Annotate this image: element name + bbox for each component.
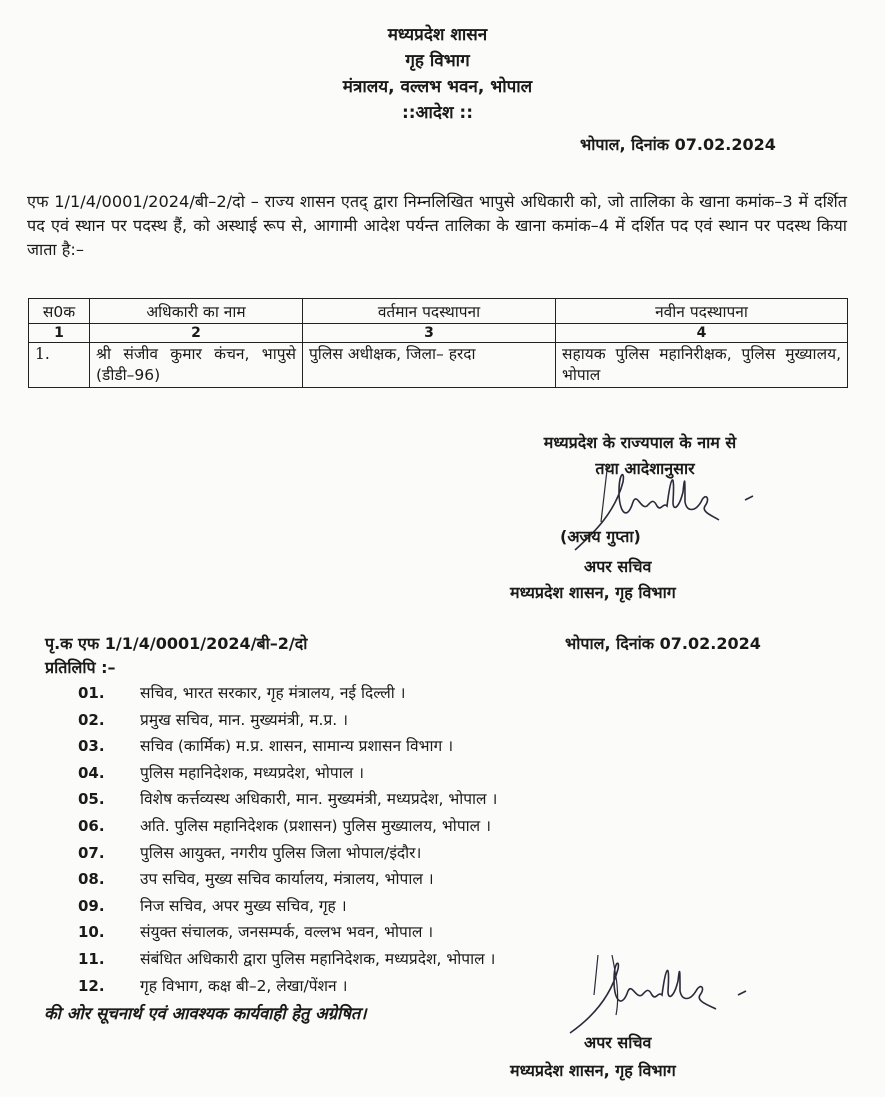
cell-new-posting: सहायक पुलिस महानिरीक्षक, पुलिस मुख्यालय, भोपाल xyxy=(556,343,848,388)
header-officer-name: अधिकारी का नाम xyxy=(90,299,303,324)
endorsement-date: भोपाल, दिनांक 07.02.2024 xyxy=(565,634,761,653)
order-body: एफ 1/1/4/0001/2024/बी–2/दो – राज्य शासन एतद् द्वारा निम्नलिखित भापुसे अधिकारी को, जो तालिका के खाना कमांक–3 में दर्शित पद एवं स्थान पर पदस्थ हैं, को अस्थाई रूप से, आगामी आदेश पर्यन्त तालिका के खाना कमांक–4 में दर्शित पद एवं स्थान पर पदस्थ किया जाता है:– xyxy=(27,192,848,259)
copy-recipient-list xyxy=(78,681,497,1000)
column-number: 2 xyxy=(90,324,303,343)
column-number: 4 xyxy=(556,324,848,343)
posting-table xyxy=(28,298,848,388)
list-item: 05. विशेष कर्त्तव्यस्थ अधिकारी, मान. मुख्यमंत्री, मध्यप्रदेश, भोपाल । xyxy=(78,790,498,809)
signatory-designation: अपर सचिव xyxy=(584,557,652,576)
order-title: ::आदेश :: xyxy=(401,103,474,123)
list-item: 08. उप सचिव, मुख्य सचिव कार्यालय, मंत्रालय, भोपाल । xyxy=(78,870,434,889)
authority-line-2: तथा आदेशानुसार xyxy=(595,459,695,478)
list-item: 09. निज सचिव, अपर मुख्य सचिव, गृह । xyxy=(78,896,347,915)
list-item: 04. पुलिस महानिदेशक, मध्यप्रदेश, भोपाल । xyxy=(78,763,364,782)
column-number: 1 xyxy=(29,324,90,343)
list-item: 10. संयुक्त संचालक, जनसम्पर्क, वल्लभ भवन, भोपाल । xyxy=(78,923,434,942)
list-item: 03. सचिव (कार्मिक) म.प्र. शासन, सामान्य प्रशासन विभाग । xyxy=(78,737,454,756)
header-new-posting: नवीन पदस्थापना xyxy=(556,299,848,324)
table-row xyxy=(29,343,848,388)
header-current-posting: वर्तमान पदस्थापना xyxy=(303,299,556,324)
header-government: मध्यप्रदेश शासन xyxy=(387,25,488,45)
cell-officer-name: श्री संजीव कुमार कंचन, भापुसे (डीडी–96) xyxy=(90,343,303,388)
forwarding-note: की ओर सूचनार्थ एवं आवश्यक कार्यवाही हेतु अग्रेषित। xyxy=(44,1004,367,1023)
signature-icon xyxy=(540,955,770,1035)
list-item: 07. पुलिस आयुक्त, नगरीय पुलिस जिला भोपाल/इंदौर। xyxy=(78,843,422,862)
list-item: 11. संबंधित अधिकारी द्वारा पुलिस महानिदेशक, मध्यप्रदेश, भोपाल । xyxy=(78,949,496,968)
list-item: 12. गृह विभाग, कक्ष बी–2, लेखा/पेंशन । xyxy=(78,976,348,995)
list-item: 02. प्रमुख सचिव, मान. मुख्यमंत्री, म.प्र. । xyxy=(78,710,349,729)
column-number: 3 xyxy=(303,324,556,343)
header-department: गृह विभाग xyxy=(405,51,470,71)
signatory-department: मध्यप्रदेश शासन, गृह विभाग xyxy=(510,1061,676,1080)
list-item: 01. सचिव, भारत सरकार, गृह मंत्रालय, नई दिल्ली । xyxy=(78,684,406,702)
header-sno: स0क xyxy=(29,299,90,324)
table-column-number-row xyxy=(29,324,848,343)
signatory-designation: अपर सचिव xyxy=(584,1033,652,1052)
header-address: मंत्रालय, वल्लभ भवन, भोपाल xyxy=(342,77,533,97)
cell-current-posting: पुलिस अधीक्षक, जिला– हरदा xyxy=(303,343,556,388)
order-date: भोपाल, दिनांक 07.02.2024 xyxy=(580,135,776,154)
cell-sno: 1. xyxy=(29,343,90,388)
endorsement-reference: पृ.क एफ 1/1/4/0001/2024/बी–2/दो xyxy=(45,634,308,653)
signatory-name: (अजय गुप्ता) xyxy=(560,527,641,546)
table-header-row xyxy=(29,299,848,324)
signatory-department: मध्यप्रदेश शासन, गृह विभाग xyxy=(510,583,676,602)
list-item: 06. अति. पुलिस महानिदेशक (प्रशासन) पुलिस मुख्यालय, भोपाल । xyxy=(78,816,491,835)
authority-line-1: मध्यप्रदेश के राज्यपाल के नाम से xyxy=(543,433,737,452)
copy-to-label: प्रतिलिपि :– xyxy=(45,658,116,677)
